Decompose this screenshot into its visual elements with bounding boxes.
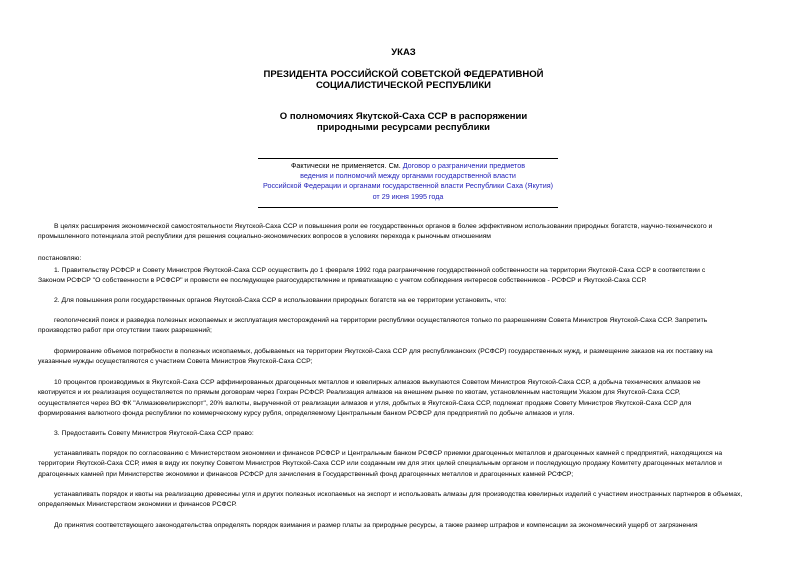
decree-text: постановляю: bbox=[38, 255, 82, 262]
note-top-rule bbox=[258, 158, 558, 159]
paragraph-2b-line-1: формирование объемов потребности в полезных ископаемых, добываемых на территории Якутской-Саха ССР для республиканских (РСФСР) государственных нужд, и размещение заказов на их поставку на bbox=[54, 348, 713, 355]
paragraph-2c-line-4: формирования валютного фонда республики по коммерческому курсу рубля, определяемому Центральным банком РСФСР для предприятий по добыче алмазов и угля. bbox=[38, 410, 575, 418]
paragraph-2c-line-3: осуществляется через ВО ФК "Алмазювелирэкспорт", 20% валюты, вырученной от реализации алмазов и угля, добытых в Якутской-Саха ССР, подлежат продаже Совету Министров Якутской-Саха ССР для bbox=[38, 399, 692, 407]
note-line-1 bbox=[240, 161, 576, 171]
subject-line-1: О полномочиях Якутской-Саха ССР в распоряжении bbox=[279, 111, 528, 122]
paragraph-3 bbox=[38, 429, 772, 439]
paragraph-3-text: 3. Предоставить Совету Министров Якутской-Саха ССР право: bbox=[54, 430, 254, 437]
paragraph-3a-line-2: территории Якутской-Саха ССР, имея в виду их покупку Советом Министров Якутской-Саха ССР или созданным им для этих целей специальным органом и последующую продажу Комитету драгоценных металлов и bbox=[38, 460, 722, 468]
paragraph-4 bbox=[38, 521, 772, 531]
issuer-line-1: ПРЕЗИДЕНТА РОССИЙСКОЙ СОВЕТСКОЙ ФЕДЕРАТИВНОЙ bbox=[263, 69, 544, 80]
paragraph-2a-line-1: геологический поиск и разведка полезных ископаемых и эксплуатация месторождений на территории республики осуществляются только по разрешениям Совета Министров Якутской-Саха ССР. Запретить bbox=[54, 317, 708, 324]
paragraph-2a bbox=[38, 316, 772, 337]
intro-line-2: промышленного потенциала этой республики для решения социально-экономических вопросов в условиях перехода к рыночным отношениям bbox=[38, 233, 491, 241]
paragraph-3a bbox=[38, 449, 772, 480]
treaty-link-part-1[interactable]: Договор о разграничении предметов bbox=[402, 161, 526, 170]
treaty-link-part-4[interactable]: от 29 июня 1995 года bbox=[372, 191, 444, 201]
note-bottom-rule bbox=[258, 207, 558, 208]
intro-paragraph bbox=[38, 222, 772, 243]
paragraph-3a-line-1: устанавливать порядок по согласованию с Министерством экономики и финансов РСФСР и Центральным банком РСФСР приемки драгоценных металлов и драгоценных камней с предприятий, находящихся на bbox=[54, 450, 723, 457]
subject-line-2: природными ресурсами республики bbox=[316, 122, 490, 133]
paragraph-3b bbox=[38, 490, 772, 511]
intro-line-1: В целях расширения экономической самостоятельности Якутской-Саха ССР и повышения роли ее государственных органов в более эффективном использовании природных богатств, научно-технического и bbox=[54, 223, 713, 230]
document-type: УКАЗ bbox=[391, 47, 416, 58]
decree-word bbox=[38, 254, 772, 264]
paragraph-1-line-2: Законом РСФСР "О собственности в РСФСР" и провести ее последующее разгосударствление и приватизацию с учетом соблюдения интересов собственников - РСФСР и Якутской-Саха ССР. bbox=[38, 277, 647, 285]
issuer-line-2: СОЦИАЛИСТИЧЕСКОЙ РЕСПУБЛИКИ bbox=[315, 80, 492, 91]
treaty-link-part-2[interactable]: ведения и полномочий между органами государственной власти bbox=[300, 171, 516, 181]
paragraph-3a-line-3: драгоценных камней при Министерстве экономики и финансов РСФСР для зачисления в Государственный фонд драгоценных металлов и драгоценных камней РСФСР; bbox=[38, 470, 574, 478]
paragraph-2c bbox=[38, 378, 772, 420]
note-prefix: Фактически не применяется. См. bbox=[290, 161, 401, 170]
applicability-note bbox=[240, 161, 576, 202]
paragraph-2c-line-2: квотируется и их реализация осуществляется по прямым договорам через Гохран РСФСР. Реализация алмазов на внешнем рынке по квотам, установленным настоящим Указом для Якутской-Саха ССР, bbox=[38, 389, 681, 397]
treaty-link-part-3[interactable]: Российской Федерации и органами государственной власти Республики Саха (Якутия) bbox=[262, 181, 553, 191]
paragraph-2c-line-1: 10 процентов производимых в Якутской-Саха ССР аффинированных драгоценных металлов и ювелирных алмазов выкупаются Советом Министров Якутской-Саха ССР, а добыча технических алмазов не bbox=[54, 379, 701, 386]
paragraph-3b-line-1: устанавливать порядок и квоты на реализацию древесины угля и других полезных ископаемых на экспорт и использовать алмазы для производства ювелирных изделий с участием иностранных партнеров в объемах, bbox=[54, 491, 743, 498]
paragraph-4-line-1: До принятия соответствующего законодательства определять порядок взимания и размер платы за природные ресурсы, а также размер штрафов и компенсации за экономический ущерб от загрязнения bbox=[54, 522, 698, 529]
paragraph-2 bbox=[38, 296, 772, 306]
paragraph-2a-line-2: производство работ при отсутствии таких разрешений; bbox=[38, 327, 212, 335]
paragraph-2b-line-2: указанные нужды осуществляются с участием Совета Министров Якутской-Саха ССР; bbox=[38, 358, 313, 366]
paragraph-1-line-1: 1. Правительству РСФСР и Совету Министров Якутской-Саха ССР осуществить до 1 февраля 1992 года разграничение государственной собственности на территории Якутской-Саха ССР в соответствии с bbox=[54, 267, 706, 274]
paragraph-1 bbox=[38, 266, 772, 287]
paragraph-3b-line-2: определяемых Министерством экономики и финансов РСФСР. bbox=[38, 501, 237, 509]
paragraph-2-text: 2. Для повышения роли государственных органов Якутской-Саха ССР в использовании природных богатств на ее территории установить, что: bbox=[54, 297, 507, 304]
paragraph-2b bbox=[38, 347, 772, 368]
